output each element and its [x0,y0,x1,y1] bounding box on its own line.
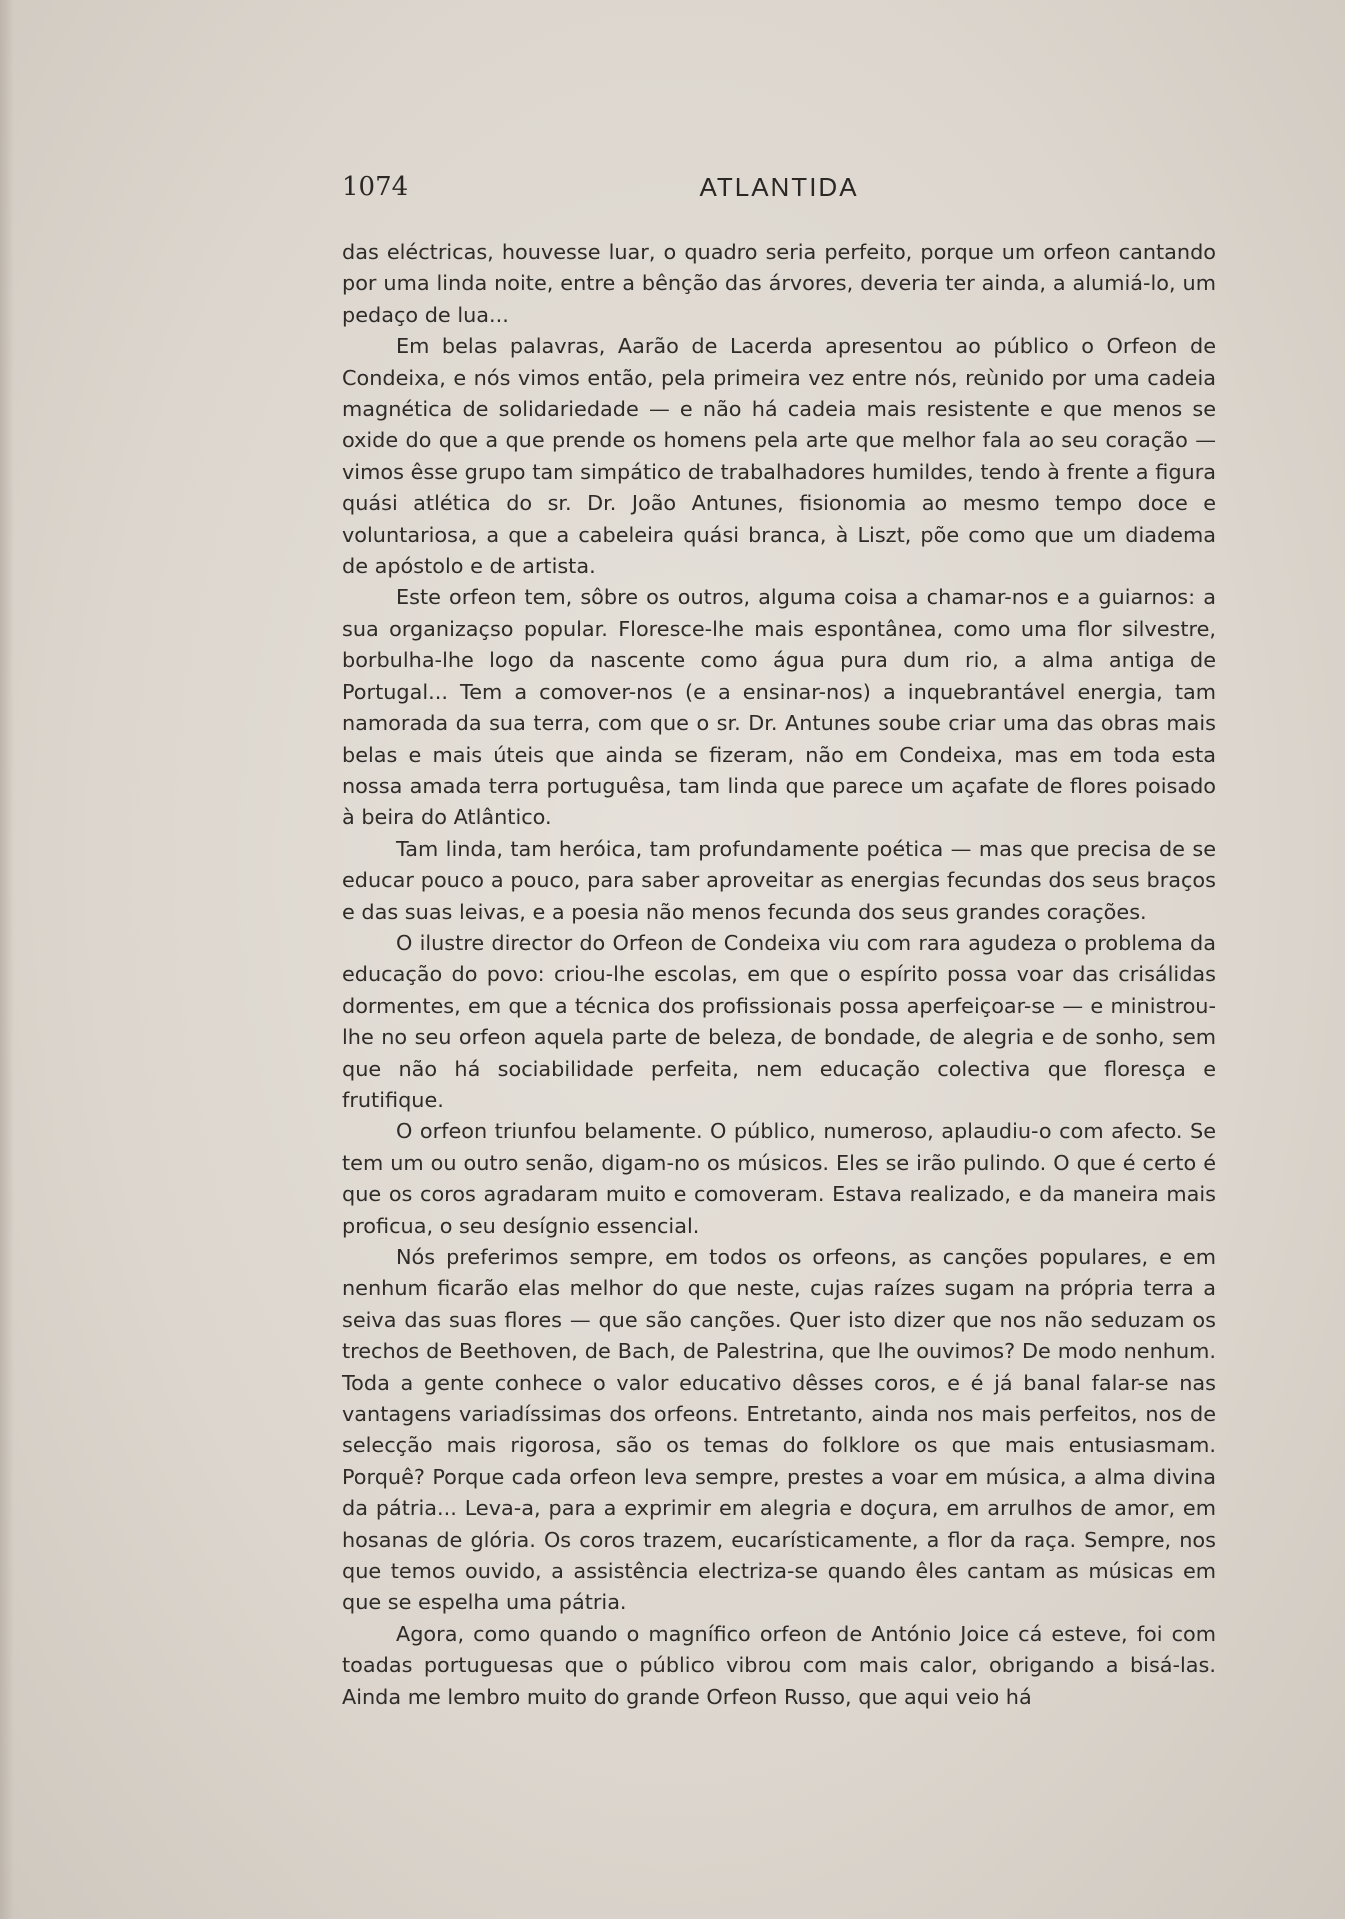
running-title: ATLANTIDA [699,172,859,202]
page-number: 1074 [342,172,409,202]
paragraph: O orfeon triunfou belamente. O público, numeroso, aplaudiu-o com afecto. Se tem um ou outro senão, digam-no os músicos. Eles se irão pulindo. O que é certo é que os coros agradaram muito e comoveram. Estava realizado, e da maneira mais proficua, o seu desígnio essencial. [342,1119,1216,1238]
paragraph: O ilustre director do Orfeon de Condeixa viu com rara agudeza o problema da educação do povo: criou-lhe escolas, em que o espírito possa voar das crisálidas dormentes, em que a técnica dos profissionais possa aperfeiçoar-se — e ministrou-lhe no seu orfeon aquela parte de beleza, de bondade, de alegria e de sonho, sem que não há sociabilidade perfeita, nem educação colectiva que floresça e frutifique. [342,930,1216,1112]
paragraph: Este orfeon tem, sôbre os outros, alguma coisa a chamar-nos e a guiarnos: a sua organizaçso popular. Floresce-lhe mais espontânea, como uma flor silvestre, borbulha-lhe logo da nascente como água pura dum rio, a alma antiga de Portugal... Tem a comover-nos (e a ensinar-nos) a inquebrantável energia, tam namorada da sua terra, com que o sr. Dr. Antunes soube criar uma das obras mais belas e mais úteis que ainda se fizeram, não em Condeixa, mas em toda esta nossa amada terra portuguêsa, tam linda que parece um açafate de flores poisado à beira do Atlântico. [342,585,1216,830]
page-binding-shadow [0,0,14,1919]
paragraph: Nós preferimos sempre, em todos os orfeons, as canções populares, e em nenhum ficarão elas melhor do que neste, cujas raízes sugam na própria terra a seiva das suas flores — que são canções. Quer isto dizer que nos não seduzam os trechos de Beethoven, de Bach, de Palestrina, que lhe ouvimos? De modo nenhum. Toda a gente conhece o valor educativo dêsses coros, e é já banal falar-se nas vantagens variadíssimas dos orfeons. Entretanto, ainda nos mais perfeitos, nos de selecção mais rigorosa, são os temas do folklore os que mais entusiasmam. Porquê? Porque cada orfeon leva sempre, prestes a voar em música, a alma divina da pátria... Leva-a, para a exprimir em alegria e doçura, em arrulhos de amor, em hosanas de glória. Os coros trazem, eucarísticamente, a flor da raça. Sempre, nos que temos ouvido, a assistência electriza-se quando êles cantam as músicas em que se espelha uma pátria. [342,1245,1216,1615]
paragraph: Agora, como quando o magnífico orfeon de António Joice cá esteve, foi com toadas portuguesas que o público vibrou com mais calor, obrigando a bisá-las. Ainda me lembro muito do grande Orfeon Russo, que aqui veio há [342,1621,1216,1709]
page-header [342,172,1216,206]
paragraph: Tam linda, tam heróica, tam profundamente poética — mas que precisa de se educar pouco a pouco, para saber aproveitar as energias fecundas dos seus braços e das suas leivas, e a poesia não menos fecunda dos seus grandes corações. [342,836,1216,924]
body-text [342,237,1216,1713]
paragraph: das eléctricas, houvesse luar, o quadro seria perfeito, porque um orfeon cantando por uma linda noite, entre a bênção das árvores, deveria ter ainda, a alumiá-lo, um pedaço de lua... [342,240,1216,327]
paragraph: Em belas palavras, Aarão de Lacerda apresentou ao público o Orfeon de Condeixa, e nós vimos então, pela primeira vez entre nós, reùnido por uma cadeia magnética de solidariedade — e não há cadeia mais resistente e que menos se oxide do que a que prende os homens pela arte que melhor fala ao seu coração — vimos êsse grupo tam simpático de trabalhadores humildes, tendo à frente a figura quási atlética do sr. Dr. João Antunes, fisionomia ao mesmo tempo doce e voluntariosa, a que a cabeleira quási branca, à Liszt, põe como que um diadema de apóstolo e de artista. [342,334,1216,579]
